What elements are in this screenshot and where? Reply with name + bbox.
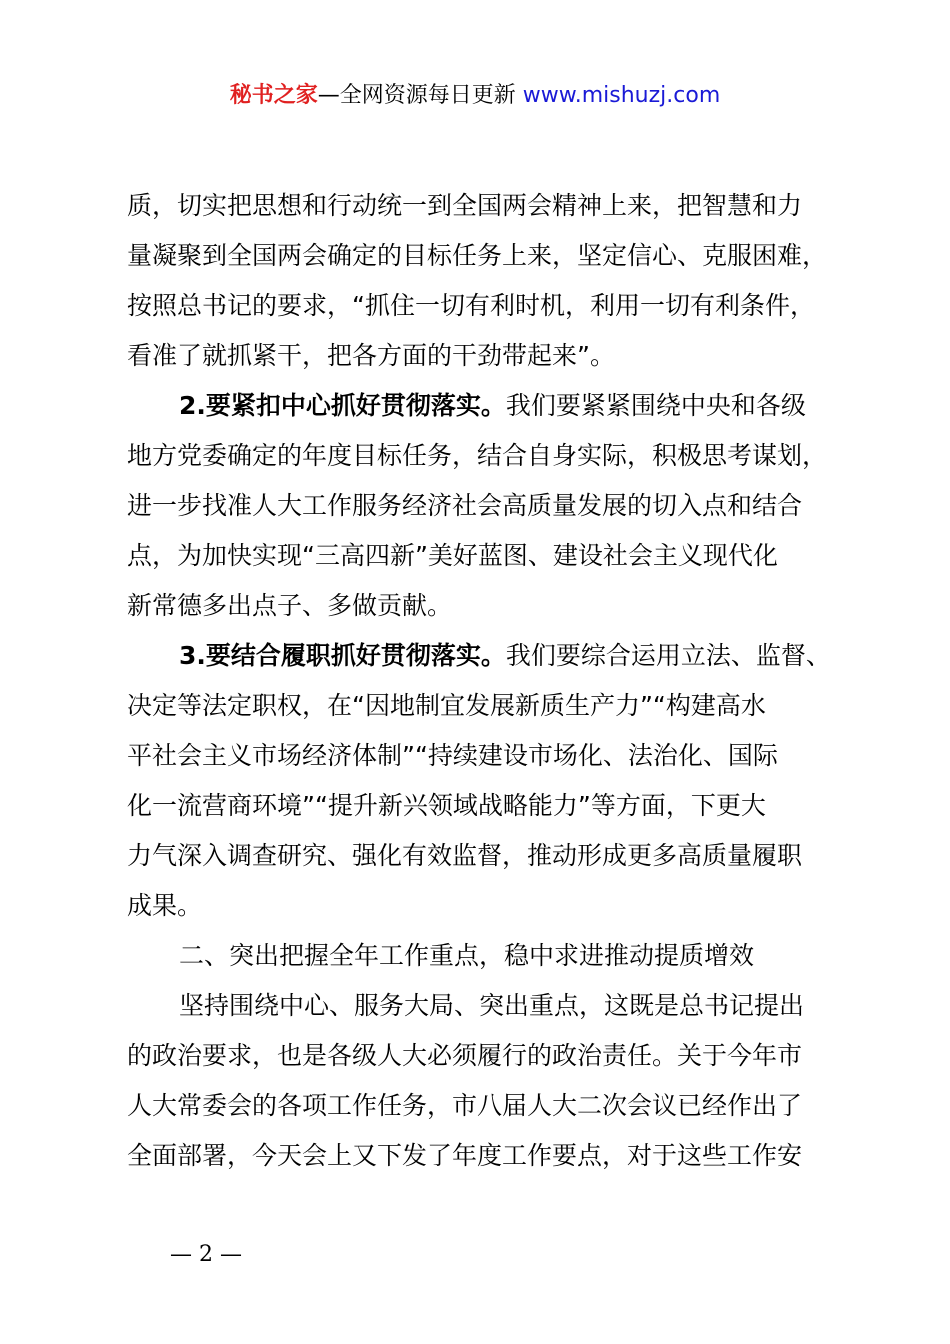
paragraph-2-heading: 2.要紧扣中心抓好贯彻落实。	[179, 391, 506, 420]
body-line: 平社会主义市场经济体制”“持续建设市场化、法治化、国际	[127, 741, 778, 770]
body-line: 按照总书记的要求，“抓住一切有利时机，利用一切有利条件，	[127, 291, 815, 320]
page-number: — 2 —	[170, 1242, 242, 1267]
body-line: 成果。	[127, 891, 203, 920]
document-body	[127, 181, 867, 1181]
body-line: 全面部署，今天会上又下发了年度工作要点，对于这些工作安	[127, 1141, 803, 1170]
section-heading: 二、突出把握全年工作重点，稳中求进推动提质增效	[179, 941, 755, 970]
body-line: 看准了就抓紧干，把各方面的干劲带起来”。	[127, 341, 615, 370]
paragraph-2-first-line	[127, 381, 867, 431]
body-line: 力气深入调查研究、强化有效监督，推动形成更多高质量履职	[127, 841, 803, 870]
body-line: 质，切实把思想和行动统一到全国两会精神上来，把智慧和力	[127, 191, 803, 220]
paragraph-2-text: 我们要紧紧围绕中央和各级	[505, 391, 806, 420]
body-line: 的政治要求，也是各级人大必须履行的政治责任。关于今年市	[127, 1041, 803, 1070]
paragraph-4-first-line: 坚持围绕中心、服务大局、突出重点，这既是总书记提出	[179, 991, 805, 1020]
body-line: 点，为加快实现“三高四新”美好蓝图、建设社会主义现代化	[127, 541, 778, 570]
paragraph-3-text: 我们要综合运用立法、监督、	[505, 641, 831, 670]
paragraph-3-first-line	[127, 631, 867, 681]
brand-name: 秘书之家	[229, 83, 318, 108]
body-line: 进一步找准人大工作服务经济社会高质量发展的切入点和结合	[127, 491, 803, 520]
body-line: 新常德多出点子、多做贡献。	[127, 591, 453, 620]
site-url-link[interactable]: www.mishuzj.com	[522, 83, 721, 108]
body-line: 人大常委会的各项工作任务，市八届人大二次会议已经作出了	[127, 1091, 803, 1120]
header-tagline: —全网资源每日更新	[317, 83, 523, 108]
watermark-header	[0, 80, 950, 112]
body-line: 量凝聚到全国两会确定的目标任务上来，坚定信心、克服困难，	[127, 241, 828, 270]
body-line: 决定等法定职权，在“因地制宜发展新质生产力”“构建高水	[127, 691, 766, 720]
paragraph-3-heading: 3.要结合履职抓好贯彻落实。	[179, 641, 506, 670]
body-line: 化一流营商环境”“提升新兴领域战略能力”等方面，下更大	[127, 791, 766, 820]
body-line: 地方党委确定的年度目标任务，结合自身实际，积极思考谋划，	[127, 441, 828, 470]
